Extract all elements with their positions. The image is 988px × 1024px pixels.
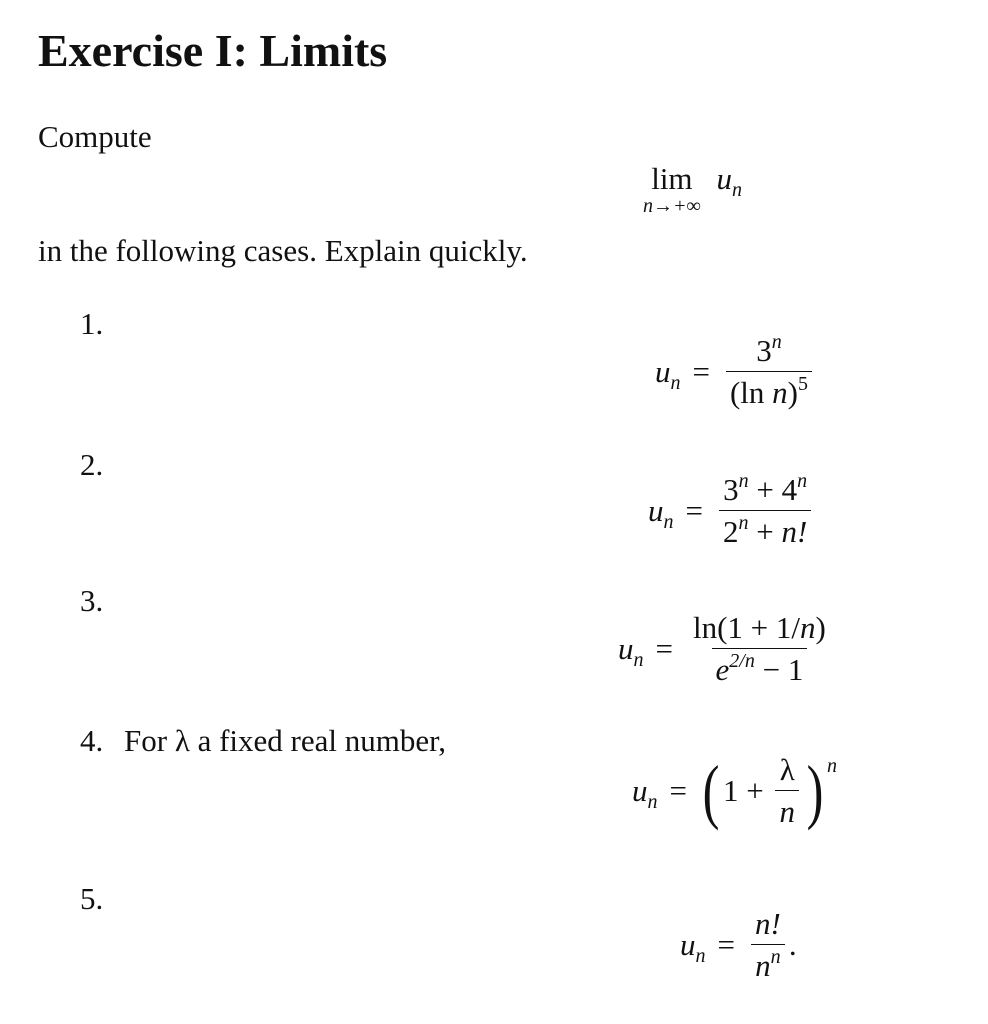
den-a-exp: n <box>738 512 749 534</box>
formula-1 <box>655 331 816 410</box>
formula-4 <box>632 750 837 831</box>
num-a-exp: n <box>738 470 749 492</box>
formula-1-lhs <box>655 354 681 395</box>
num-plus: + 4 <box>748 472 798 507</box>
den-minus: − 1 <box>754 652 804 687</box>
lhs-sub: n <box>633 649 644 672</box>
formula-5-fraction <box>751 908 785 981</box>
formula-4-exponent: n <box>826 755 837 777</box>
page-title: Exercise I: Limits <box>38 25 388 76</box>
limit-expression <box>643 163 742 216</box>
formula-3-fraction <box>689 612 830 685</box>
den-a: 2 <box>722 514 739 549</box>
formula-1-fraction <box>726 331 812 410</box>
den-b: n! <box>781 514 808 549</box>
formula-3-lhs <box>618 631 644 672</box>
num-a: 3 <box>723 472 739 507</box>
formula-4-fraction <box>775 754 799 827</box>
limit-term-sub: n <box>732 179 743 202</box>
num-exp: n <box>771 331 782 353</box>
limit-subscript: n→+∞ <box>643 195 701 217</box>
lim-label: lim <box>651 161 693 196</box>
item-2-number: 2. <box>80 447 104 482</box>
lhs-sub: n <box>663 511 674 534</box>
n-denominator: n <box>775 790 799 827</box>
lhs-u: u <box>632 773 648 808</box>
den-exp: 5 <box>798 373 808 395</box>
lhs-u: u <box>655 354 671 389</box>
formula-2 <box>648 470 815 549</box>
formula-1-denominator <box>726 371 812 408</box>
intro-text: Compute <box>38 119 152 154</box>
period: . <box>788 927 797 962</box>
den-exp: n <box>770 946 781 968</box>
equals-sign: = <box>685 493 703 528</box>
formula-3-denominator <box>712 648 808 685</box>
limit-term <box>716 161 743 202</box>
formula-2-numerator <box>719 470 811 510</box>
n-factorial-numerator: n! <box>754 906 781 941</box>
num-text: ln(1 + 1/ <box>692 610 801 645</box>
equals-sign: = <box>655 631 673 666</box>
formula-2-fraction <box>719 470 811 549</box>
formula-3 <box>618 612 834 685</box>
den-base: n <box>755 948 771 983</box>
equals-sign: = <box>669 773 687 808</box>
limit-term-u: u <box>716 161 733 196</box>
lhs-u: u <box>648 493 664 528</box>
equals-sign: = <box>717 927 735 962</box>
num-close: ) <box>815 610 826 645</box>
formula-5 <box>680 908 797 981</box>
lhs-sub: n <box>647 791 658 814</box>
formula-2-lhs <box>648 493 674 534</box>
num-var: n <box>800 610 816 645</box>
lambda-numerator: λ <box>779 752 795 787</box>
formula-1-numerator <box>752 331 786 371</box>
limit-operator <box>643 163 701 216</box>
lhs-sub: n <box>670 372 681 395</box>
equals-sign: = <box>692 354 710 389</box>
item-5-number: 5. <box>80 881 104 916</box>
formula-5-lhs <box>680 927 706 968</box>
den-close: ) <box>787 375 798 410</box>
lhs-sub: n <box>695 945 706 968</box>
formula-3-numerator <box>689 612 830 648</box>
item-1-number: 1. <box>80 306 104 341</box>
den-plus: + <box>748 514 782 549</box>
item-4-number: 4. <box>80 723 104 758</box>
instructions-text: in the following cases. Explain quickly. <box>38 233 528 268</box>
left-paren: ( <box>702 750 720 831</box>
one-plus: 1 + <box>722 773 772 808</box>
formula-5-denominator <box>751 944 785 981</box>
den-e: e <box>715 652 730 687</box>
item-4-text: For λ a fixed real number, <box>124 723 446 758</box>
item-3-number: 3. <box>80 583 104 618</box>
num-base: 3 <box>756 333 772 368</box>
lhs-u: u <box>618 631 634 666</box>
den-exp: 2/n <box>729 650 755 672</box>
formula-2-denominator <box>719 510 811 547</box>
formula-4-lhs <box>632 773 658 814</box>
right-paren: ) <box>806 750 824 831</box>
lhs-u: u <box>680 927 696 962</box>
den-var: n <box>772 375 788 410</box>
num-b-exp: n <box>797 470 808 492</box>
den-open: (ln <box>729 375 773 410</box>
